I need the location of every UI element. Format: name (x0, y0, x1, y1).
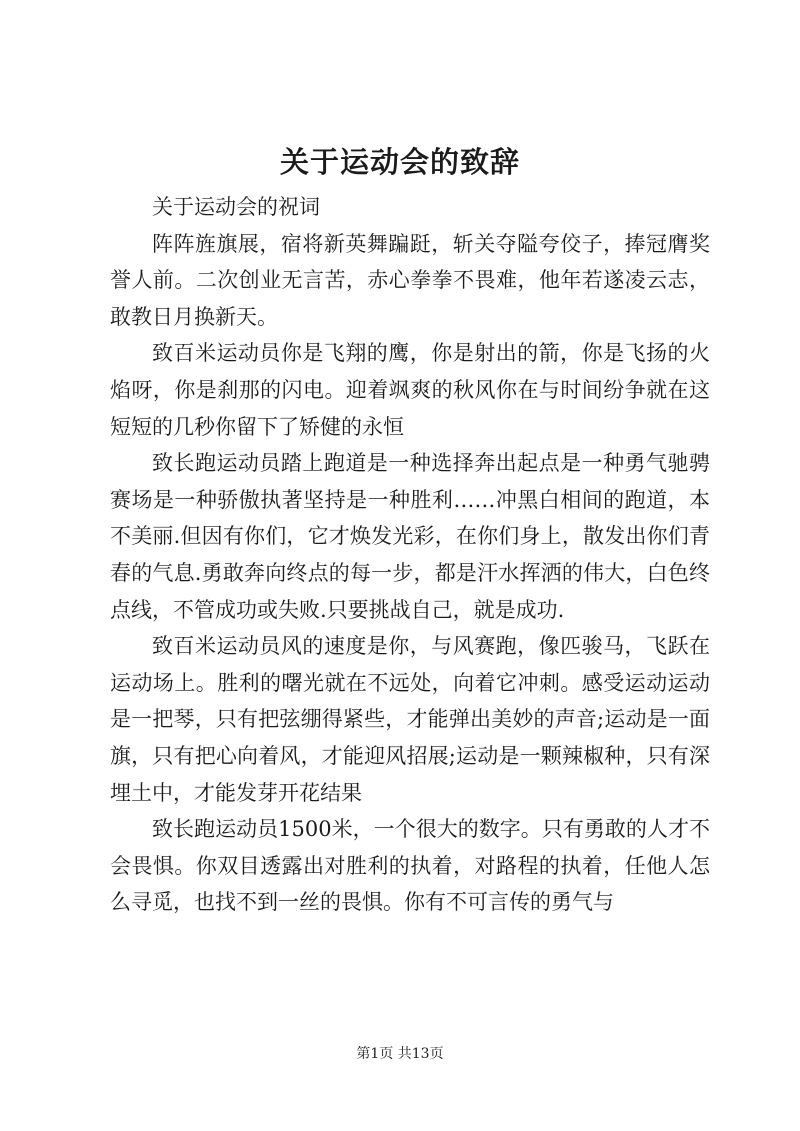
page-number-footer: 第1页 共13页 (356, 1046, 444, 1062)
paragraph-verse: 阵阵旌旗展，宿将新英舞蹁跹，斩关夺隘夸佼子，捧冠膺奖誉人前。二次创业无言苦，赤心拳拳不畏难，他年若遂凌云志，敢教日月换新天。 (110, 231, 710, 329)
paragraph-long-distance-2: 致长跑运动员1500米，一个很大的数字。只有勇敢的人才不会畏惧。你双目透露出对胜利的执着，对路程的执着，任他人怎么寻觅，也找不到一丝的畏惧。你有不可言传的勇气与 (110, 817, 710, 915)
paragraph-sprint-2: 致百米运动员风的速度是你，与风赛跑，像匹骏马，飞跃在运动场上。胜利的曙光就在不远处，向着它冲刺。感受运动运动是一把琴，只有把弦绷得紧些，才能弹出美妙的声音;运动是一面旗，只有把心向着风，才能迎风招展;运动是一颗辣椒种，只有深埋土中，才能发芽开花结果 (110, 634, 710, 805)
document-body (110, 189, 710, 921)
paragraph-subtitle: 关于运动会的祝词 (152, 195, 320, 219)
document-title: 关于运动会的致辞 (279, 145, 520, 179)
paragraph-long-distance-1: 致长跑运动员踏上跑道是一种选择奔出起点是一种勇气驰骋赛场是一种骄傲执著坚持是一种胜利……冲黑白相间的跑道，本不美丽.但因有你们，它才焕发光彩，在你们身上，散发出你们青春的气息.勇敢奔向终点的每一步，都是汗水挥洒的伟大，白色终点线，不管成功或失败.只要挑战自己，就是成功. (110, 451, 710, 622)
paragraph-sprint-1: 致百米运动员你是飞翔的鹰，你是射出的箭，你是飞扬的火焰呀，你是刹那的闪电。迎着飒爽的秋风你在与时间纷争就在这短短的几秒你留下了矫健的永恒 (110, 341, 710, 439)
